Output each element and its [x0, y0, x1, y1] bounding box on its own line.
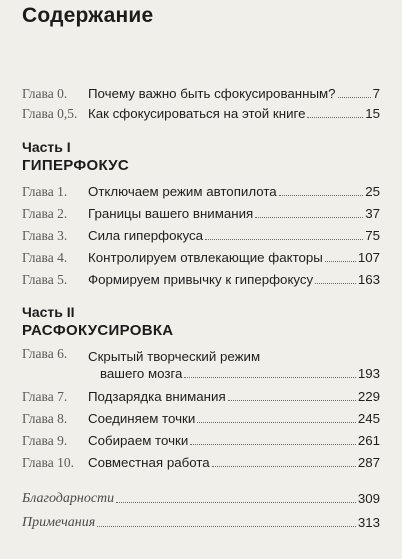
dot-leader: [197, 422, 356, 423]
chapter-title: Сила гиперфокуса: [88, 228, 203, 243]
chapter-title: Почему важно быть сфокусированным?: [88, 86, 336, 101]
dot-leader: [97, 526, 356, 527]
chapter-title-block: [88, 348, 380, 382]
chapter-number: Глава 4.: [22, 250, 68, 265]
page-number: 37: [365, 206, 380, 221]
part-1-title: ГИПЕРФОКУС: [22, 157, 130, 174]
page-number: 163: [357, 272, 380, 287]
chapter-number: Глава 3.: [22, 228, 68, 243]
chapter-number: Глава 10.: [22, 455, 74, 470]
back-matter-title: Примечания: [22, 515, 96, 530]
page-number: 309: [357, 491, 380, 506]
chapter-title-line-2-row: [88, 365, 380, 382]
chapter-title: Совместная работа: [88, 455, 210, 470]
chapter-number: Глава 6.: [22, 346, 68, 361]
chapter-title: Границы вашего внимания: [88, 206, 254, 221]
toc-entry-chapter-0[interactable]: [22, 82, 380, 102]
part-2-label: Часть II: [22, 304, 75, 320]
chapter-title: Подзарядка внимания: [88, 389, 226, 404]
chapter-number: Глава 2.: [22, 206, 68, 221]
toc-entry-acknowledgements[interactable]: [22, 487, 380, 507]
chapter-number: Глава 0.: [22, 86, 68, 101]
chapter-number: Глава 0,5.: [22, 106, 78, 121]
toc-entry-chapter-4[interactable]: [22, 246, 380, 266]
chapter-number: Глава 1.: [22, 184, 68, 199]
dot-leader: [184, 377, 355, 378]
page-number: 193: [357, 366, 380, 381]
toc-entry-chapter-0-5[interactable]: [22, 102, 380, 122]
chapter-number: Глава 7.: [22, 389, 68, 404]
chapter-title: Отключаем режим автопилота: [88, 184, 277, 199]
toc-entry-chapter-7[interactable]: [22, 385, 380, 405]
chapter-title-line-2: вашего мозга: [100, 366, 183, 381]
dot-leader: [338, 97, 371, 98]
page-number: 313: [357, 515, 380, 530]
dot-leader: [279, 195, 364, 196]
chapter-number: Глава 5.: [22, 272, 68, 287]
dot-leader: [205, 239, 363, 240]
part-2-title: РАСФОКУСИРОВКА: [22, 322, 174, 339]
dot-leader: [212, 466, 356, 467]
page-number: 229: [357, 389, 380, 404]
page-number: 25: [365, 184, 380, 199]
dot-leader: [116, 502, 356, 503]
toc-entry-chapter-8[interactable]: [22, 407, 380, 427]
page-number: 7: [372, 86, 380, 101]
toc-entry-chapter-2[interactable]: [22, 202, 380, 222]
page-title: Содержание: [22, 4, 154, 27]
toc-entry-chapter-1[interactable]: [22, 180, 380, 200]
page-number: 107: [357, 250, 380, 265]
toc-entry-notes[interactable]: [22, 511, 380, 531]
dot-leader: [315, 283, 356, 284]
chapter-title: Как сфокусироваться на этой книге: [88, 106, 306, 121]
chapter-title: Контролируем отвлекающие факторы: [88, 250, 323, 265]
chapter-title: Формируем привычку к гиперфокусу: [88, 272, 314, 287]
page-number: 15: [365, 106, 380, 121]
chapter-number: Глава 9.: [22, 433, 68, 448]
chapter-title: Собираем точки: [88, 433, 189, 448]
page-number: 245: [357, 411, 380, 426]
dot-leader: [190, 444, 356, 445]
dot-leader: [325, 261, 356, 262]
page-number: 287: [357, 455, 380, 470]
toc-entry-chapter-5[interactable]: [22, 268, 380, 288]
chapter-title-line-1: Скрытый творческий режим: [88, 349, 261, 364]
part-1-label: Часть I: [22, 139, 71, 155]
dot-leader: [307, 117, 363, 118]
chapter-number: Глава 8.: [22, 411, 68, 426]
toc-entry-chapter-3[interactable]: [22, 224, 380, 244]
page-number: 261: [357, 433, 380, 448]
back-matter-title: Благодарности: [22, 491, 115, 506]
toc-entry-chapter-6[interactable]: [22, 346, 380, 382]
toc-entry-chapter-9[interactable]: [22, 429, 380, 449]
dot-leader: [255, 217, 363, 218]
page-number: 75: [365, 228, 380, 243]
toc-entry-chapter-10[interactable]: [22, 451, 380, 471]
chapter-title: Соединяем точки: [88, 411, 196, 426]
dot-leader: [228, 400, 356, 401]
